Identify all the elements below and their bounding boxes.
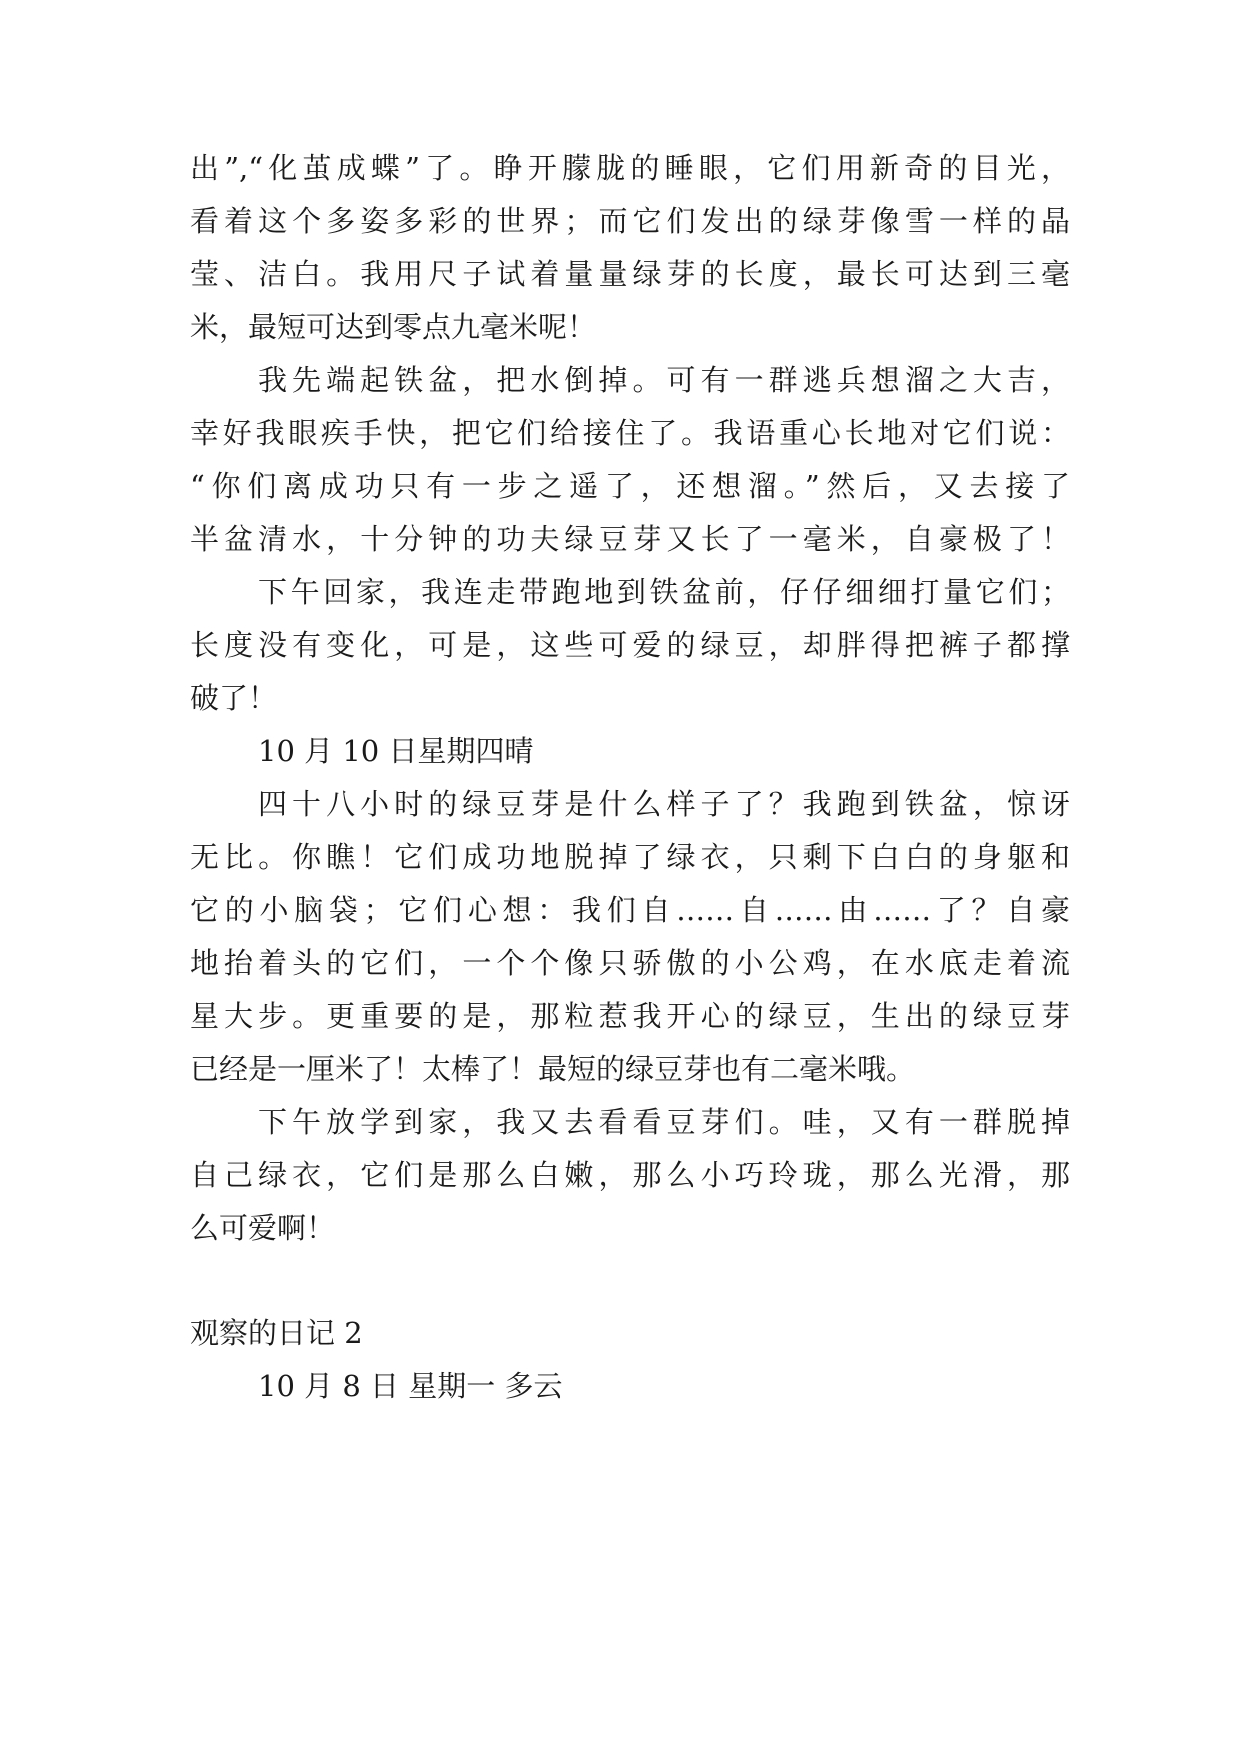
paragraph-line: 莹、洁白。我用尺子试着量量绿芽的长度，最长可达到三毫 [190, 257, 1070, 291]
paragraph-line: 无比。你瞧！它们成功地脱掉了绿衣，只剩下白白的身躯和 [190, 840, 1070, 874]
paragraph-line: 下午回家，我连走带跑地到铁盆前，仔仔细细打量它们； [258, 575, 1070, 609]
paragraph-line: 它的小脑袋；它们心想：我们自……自……由……了？自豪 [190, 893, 1070, 927]
paragraph-line: 半盆清水，十分钟的功夫绿豆芽又长了一毫米，自豪极了！ [190, 522, 1070, 556]
paragraph-line: 长度没有变化，可是，这些可爱的绿豆，却胖得把裤子都撑 [190, 628, 1070, 662]
paragraph-line: 地抬着头的它们，一个个像只骄傲的小公鸡，在水底走着流 [190, 946, 1070, 980]
date-heading: 10 月 10 日星期四晴 [258, 734, 534, 768]
paragraph-line: 下午放学到家，我又去看看豆芽们。哇，又有一群脱掉 [258, 1105, 1070, 1139]
paragraph-line: 米，最短可达到零点九毫米呢！ [190, 310, 597, 344]
paragraph-line: 四十八小时的绿豆芽是什么样子了？我跑到铁盆，惊讶 [258, 787, 1070, 821]
paragraph-line: 么可爱啊！ [190, 1211, 336, 1245]
paragraph-line: 自己绿衣，它们是那么白嫩，那么小巧玲珑，那么光滑，那 [190, 1158, 1070, 1192]
paragraph-line: 我先端起铁盆，把水倒掉。可有一群逃兵想溜之大吉， [258, 363, 1070, 397]
paragraph-line: 看着这个多姿多彩的世界；而它们发出的绿芽像雪一样的晶 [190, 204, 1070, 238]
section-title: 观察的日记 2 [190, 1316, 363, 1350]
paragraph-line: 幸好我眼疾手快，把它们给接住了。我语重心长地对它们说： [190, 416, 1070, 450]
paragraph-line: 星大步。更重要的是，那粒惹我开心的绿豆，生出的绿豆芽 [190, 999, 1070, 1033]
date-heading: 10 月 8 日 星期一 多云 [258, 1369, 563, 1403]
paragraph-line: 出”,“化茧成蝶”了。睁开朦胧的睡眼，它们用新奇的目光， [190, 151, 1070, 185]
paragraph-line: 破了！ [190, 681, 278, 715]
paragraph-line: “你们离成功只有一步之遥了，还想溜。”然后，又去接了 [190, 469, 1070, 503]
paragraph-line: 已经是一厘米了！太棒了！最短的绿豆芽也有二毫米哦。 [190, 1052, 916, 1086]
